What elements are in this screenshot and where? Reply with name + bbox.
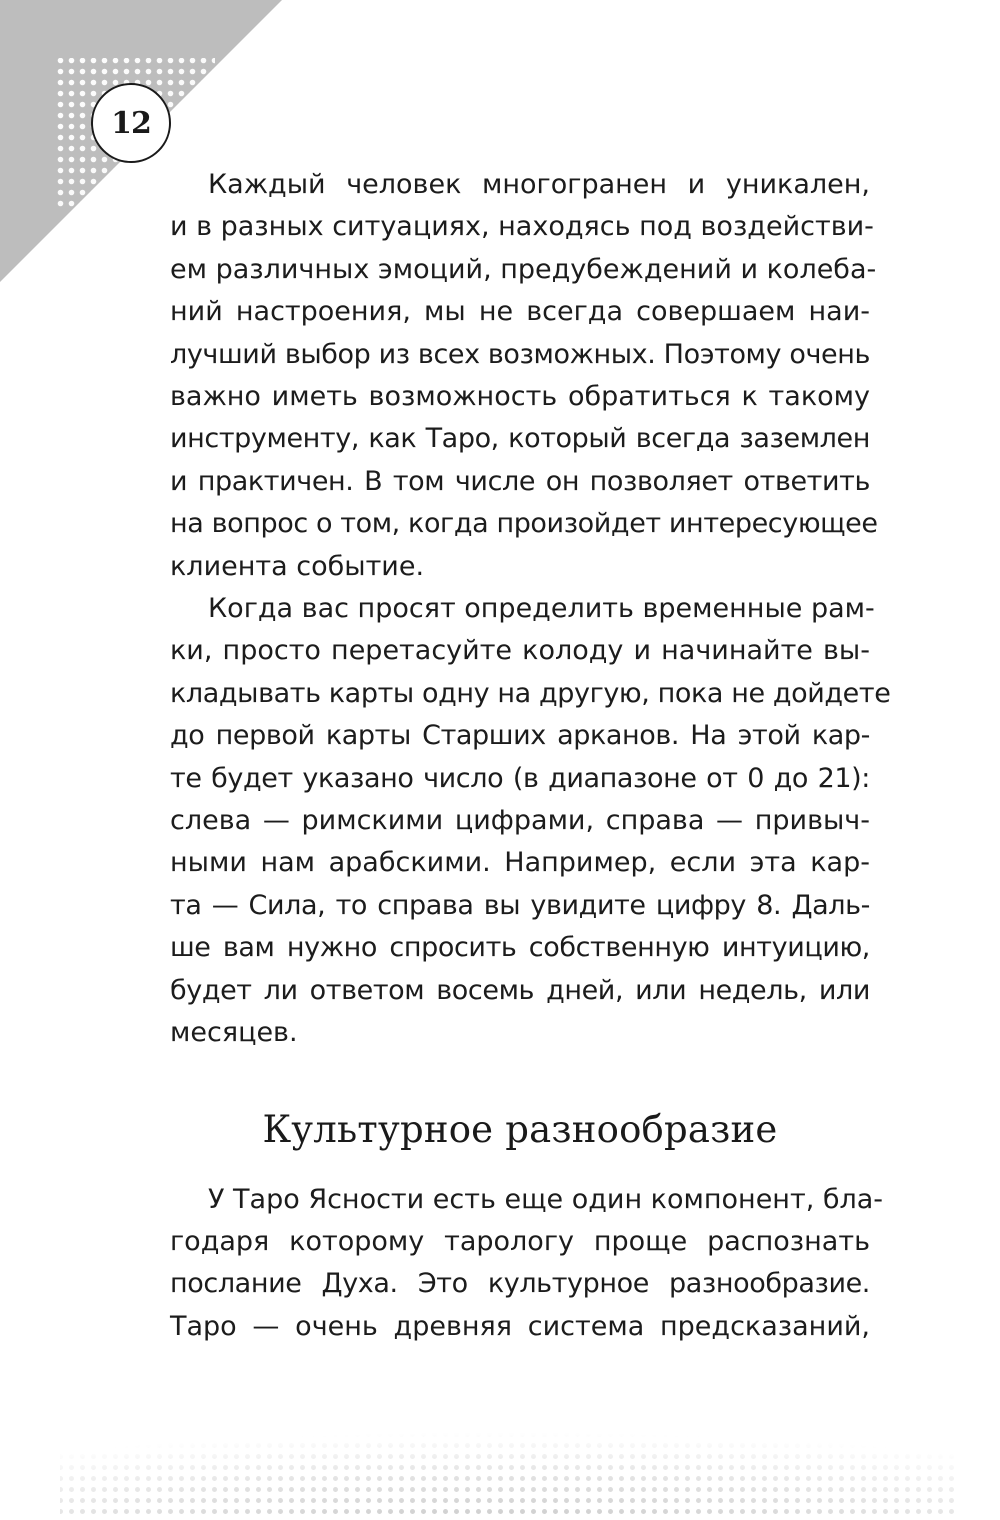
text-line: кладывать карты одну на другую, пока не дойдете	[170, 678, 891, 709]
text-line: У Таро Ясности есть еще один компонент, бла-	[208, 1184, 884, 1215]
section-heading: Культурное разнообразие	[262, 1108, 778, 1151]
text-line: Таро — очень древняя система предсказаний,	[170, 1311, 870, 1342]
text-line: лучший выбор из всех возможных. Поэтому очень	[170, 339, 870, 370]
text-line: на вопрос о том, когда произойдет интересующее	[170, 508, 878, 539]
text-line: Каждый человек многогранен и уникален,	[208, 169, 870, 200]
bottom-halftone-decoration	[0, 1385, 1000, 1520]
text-line: и практичен. В том числе он позволяет ответить	[170, 466, 870, 497]
text-line: важно иметь возможность обратиться к такому	[170, 381, 870, 412]
text-line: будет ли ответом восемь дней, или недель, или	[170, 975, 870, 1006]
page-number: 12	[91, 83, 171, 163]
text-line: послание Духа. Это культурное разнообразие.	[170, 1268, 870, 1299]
text-line: годаря которому тарологу проще распознать	[170, 1226, 870, 1257]
text-line: месяцев.	[170, 1017, 298, 1048]
text-line: слева — римскими цифрами, справа — привыч-	[170, 805, 870, 836]
text-line: клиента событие.	[170, 551, 425, 582]
text-line: инструменту, как Таро, который всегда заземлен	[170, 423, 870, 454]
text-line: ний настроения, мы не всегда совершаем наи-	[170, 296, 870, 327]
text-line: и в разных ситуациях, находясь под воздействи-	[170, 211, 874, 242]
text-line: те будет указано число (в диапазоне от 0 до 21):	[170, 763, 870, 794]
text-line: до первой карты Старших арканов. На этой кар-	[170, 720, 870, 751]
text-line: ки, просто перетасуйте колоду и начинайте вы-	[170, 635, 870, 666]
text-line: Когда вас просят определить временные рам-	[208, 593, 875, 624]
text-line: ше вам нужно спросить собственную интуицию,	[170, 932, 870, 963]
text-line: ными нам арабскими. Например, если эта кар-	[170, 847, 870, 878]
text-line: та — Сила, то справа вы увидите цифру 8. Даль-	[170, 890, 870, 921]
text-line: ем различных эмоций, предубеждений и колеба-	[170, 254, 877, 285]
